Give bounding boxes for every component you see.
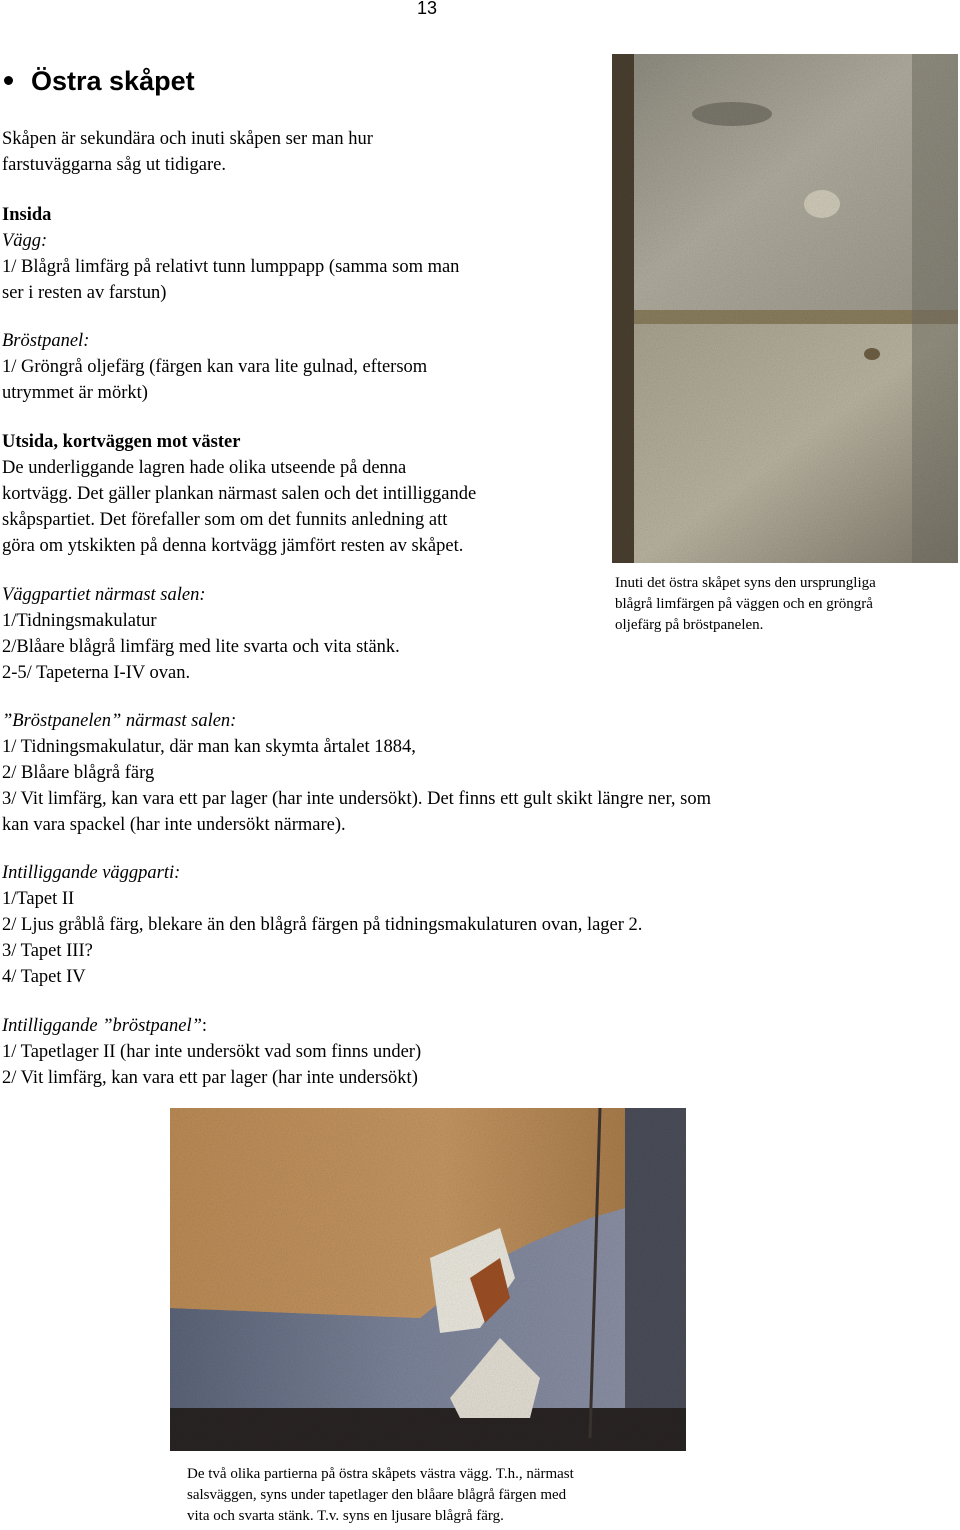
caption-line: De två olika partierna på östra skåpets västra vägg. T.h., närmast bbox=[187, 1466, 574, 1482]
utsida-line: De underliggande lagren hade olika utseende på denna bbox=[2, 458, 407, 478]
brostpanel-label: Bröstpanel: bbox=[2, 331, 90, 351]
utsida-title: Utsida, kortväggen mot väster bbox=[2, 432, 241, 452]
vaggpartiet-section bbox=[2, 582, 400, 686]
intilliggande-vaggparti-line: 2/ Ljus gråblå färg, blekare än den blågrå färgen på tidningsmakulaturen ovan, lager 2. bbox=[2, 915, 643, 935]
intilliggande-vaggparti-line: 3/ Tapet III? bbox=[2, 941, 93, 961]
brostpanel-section bbox=[2, 328, 427, 406]
cabinet-wall-photo bbox=[612, 54, 958, 563]
intilliggande-brostpanel-line: 1/ Tapetlager II (har inte undersökt vad som finns under) bbox=[2, 1042, 422, 1062]
caption-line: Inuti det östra skåpet syns den ursprungliga bbox=[615, 575, 876, 591]
intilliggande-brostpanel-label bbox=[2, 1013, 421, 1039]
heading-text: Östra skåpet bbox=[31, 66, 195, 96]
intilliggande-vaggparti-label: Intilliggande väggparti: bbox=[2, 863, 181, 883]
vagg-line: 1/ Blågrå limfärg på relativt tunn lumppapp (samma som man bbox=[2, 257, 460, 277]
insida-title: Insida bbox=[2, 205, 52, 225]
utsida-line: skåpspartiet. Det förefaller som om det funnits anledning att bbox=[2, 510, 448, 530]
intilliggande-brostpanel-section bbox=[2, 1013, 421, 1091]
utsida-line: kortvägg. Det gäller plankan närmast salen och det intilliggande bbox=[2, 484, 477, 504]
brostpanelen-salen-line: 3/ Vit limfärg, kan vara ett par lager (har inte undersökt). Det finns ett gult skikt längre ner, som bbox=[2, 789, 712, 809]
page-number: 13 bbox=[417, 0, 438, 18]
vaggpartiet-line: 2-5/ Tapeterna I-IV ovan. bbox=[2, 663, 191, 683]
intilliggande-brostpanel-label-text: Intilliggande ”bröstpanel” bbox=[2, 1016, 202, 1036]
vagg-line: ser i resten av farstun) bbox=[2, 283, 167, 303]
bottom-photo-caption bbox=[187, 1464, 747, 1527]
brostpanelen-salen-line: 1/ Tidningsmakulatur, där man kan skymta årtalet 1884, bbox=[2, 737, 416, 757]
brostpanel-line: utrymmet är mörkt) bbox=[2, 383, 148, 403]
utsida-line: göra om ytskikten på denna kortvägg jämfört resten av skåpet. bbox=[2, 536, 464, 556]
caption-line: vita och svarta stänk. T.v. syns en ljusare blågrå färg. bbox=[187, 1508, 504, 1524]
insida-section bbox=[2, 202, 459, 306]
caption-line: oljefärg på bröstpanelen. bbox=[615, 617, 764, 633]
intilliggande-brostpanel-line: 2/ Vit limfärg, kan vara ett par lager (har inte undersökt) bbox=[2, 1068, 418, 1088]
brostpanelen-salen-line: kan vara spackel (har inte undersökt närmare). bbox=[2, 815, 346, 835]
caption-line: salsväggen, syns under tapetlager den blåare blågrå färgen med bbox=[187, 1487, 567, 1503]
intro-line: Skåpen är sekundära och inuti skåpen ser man hur bbox=[2, 129, 373, 149]
intilliggande-brostpanel-label-colon: : bbox=[201, 1016, 208, 1036]
utsida-section bbox=[2, 429, 476, 559]
vaggpartiet-line: 2/Blåare blågrå limfärg med lite svarta och vita stänk. bbox=[2, 637, 400, 657]
top-photo-caption bbox=[615, 573, 955, 636]
brostpanelen-salen-label: ”Bröstpanelen” närmast salen: bbox=[2, 711, 237, 731]
brostpanel-line: 1/ Gröngrå oljefärg (färgen kan vara lite gulnad, eftersom bbox=[2, 357, 428, 377]
intro-line: farstuväggarna såg ut tidigare. bbox=[2, 155, 226, 175]
vagg-label: Vägg: bbox=[2, 231, 48, 251]
intilliggande-vaggparti-section bbox=[2, 860, 642, 990]
brostpanelen-salen-line: 2/ Blåare blågrå färg bbox=[2, 763, 155, 783]
brostpanelen-salen-section bbox=[2, 708, 711, 838]
intilliggande-vaggparti-line: 1/Tapet II bbox=[2, 889, 75, 909]
caption-line: blågrå limfärgen på väggen och en gröngrå bbox=[615, 596, 873, 612]
intro-paragraph bbox=[2, 126, 373, 178]
section-heading bbox=[0, 66, 195, 97]
bullet-icon bbox=[4, 76, 13, 85]
vaggpartiet-label: Väggpartiet närmast salen: bbox=[2, 585, 206, 605]
intilliggande-vaggparti-line: 4/ Tapet IV bbox=[2, 967, 86, 987]
layered-wall-photo bbox=[170, 1108, 686, 1451]
vaggpartiet-line: 1/Tidningsmakulatur bbox=[2, 611, 157, 631]
